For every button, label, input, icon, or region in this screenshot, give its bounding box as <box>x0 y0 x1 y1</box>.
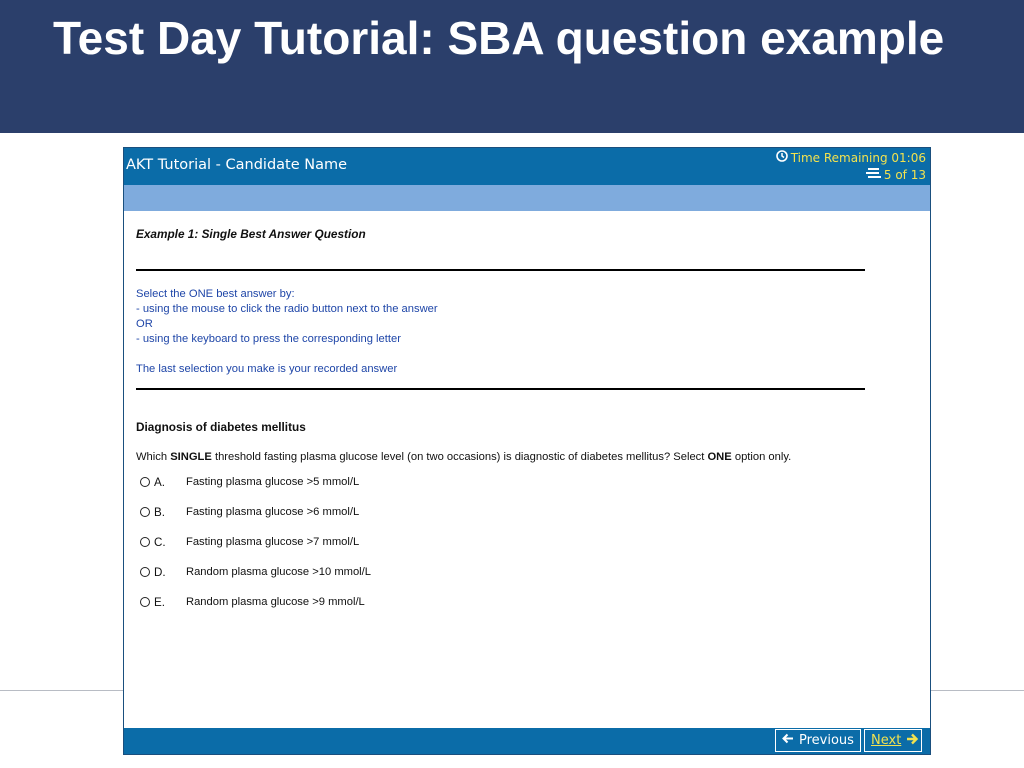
question-list-icon <box>866 168 881 182</box>
clock-icon <box>776 150 788 165</box>
stem-emphasis: SINGLE <box>170 451 212 463</box>
example-heading: Example 1: Single Best Answer Question <box>136 227 366 241</box>
option-letter: D. <box>154 565 166 579</box>
stem-text: threshold fasting plasma glucose level (on two occasions) is diagnostic of diabetes mellitus? Select <box>211 451 708 463</box>
app-title: AKT Tutorial - Candidate Name <box>126 157 348 173</box>
stem-emphasis: ONE <box>707 451 732 463</box>
arrow-left-icon <box>782 733 794 748</box>
answer-option-c[interactable] <box>140 534 359 550</box>
option-letter: B. <box>154 505 165 519</box>
radio-button[interactable] <box>140 477 150 487</box>
answer-option-d[interactable] <box>140 564 371 580</box>
toolbar-strip <box>124 185 930 211</box>
navigation-bar <box>124 728 930 754</box>
radio-button[interactable] <box>140 507 150 517</box>
instruction-line: Select the ONE best answer by: <box>136 288 295 300</box>
option-letter: C. <box>154 535 166 549</box>
stem-text: Which <box>136 451 171 463</box>
instruction-line: - using the mouse to click the radio button next to the answer <box>136 303 438 315</box>
instruction-line: - using the keyboard to press the corresponding letter <box>136 333 401 345</box>
instruction-line: The last selection you make is your recorded answer <box>136 363 398 375</box>
option-text: Fasting plasma glucose >7 mmol/L <box>186 536 360 548</box>
next-label: Next <box>871 733 902 748</box>
radio-button[interactable] <box>140 567 150 577</box>
question-progress[interactable] <box>866 168 926 182</box>
divider-bottom <box>136 388 865 390</box>
time-remaining <box>776 150 926 165</box>
previous-label: Previous <box>799 733 854 748</box>
answer-option-b[interactable] <box>140 504 359 520</box>
time-remaining-text: Time Remaining 01:06 <box>790 150 926 165</box>
option-letter: E. <box>154 595 165 609</box>
radio-button[interactable] <box>140 597 150 607</box>
slide-header <box>0 0 1024 133</box>
divider-top <box>136 269 865 271</box>
stem-text: option only. <box>731 451 792 463</box>
option-text: Random plasma glucose >9 mmol/L <box>186 596 365 608</box>
option-text: Fasting plasma glucose >6 mmol/L <box>186 506 360 518</box>
arrow-right-icon <box>906 733 919 749</box>
option-letter: A. <box>154 475 165 489</box>
exam-titlebar <box>124 148 930 185</box>
previous-button[interactable] <box>775 729 861 752</box>
answer-option-e[interactable] <box>140 594 365 610</box>
exam-window <box>124 148 930 754</box>
next-button[interactable] <box>864 729 922 752</box>
slide-title: Test Day Tutorial: SBA question example <box>53 12 945 64</box>
radio-button[interactable] <box>140 537 150 547</box>
answer-option-a[interactable] <box>140 474 359 490</box>
question-progress-text: 5 of 13 <box>883 168 926 182</box>
instruction-line: OR <box>136 318 153 330</box>
option-text: Random plasma glucose >10 mmol/L <box>186 566 371 578</box>
question-stem <box>136 451 791 463</box>
question-heading: Diagnosis of diabetes mellitus <box>136 420 306 434</box>
option-text: Fasting plasma glucose >5 mmol/L <box>186 476 360 488</box>
